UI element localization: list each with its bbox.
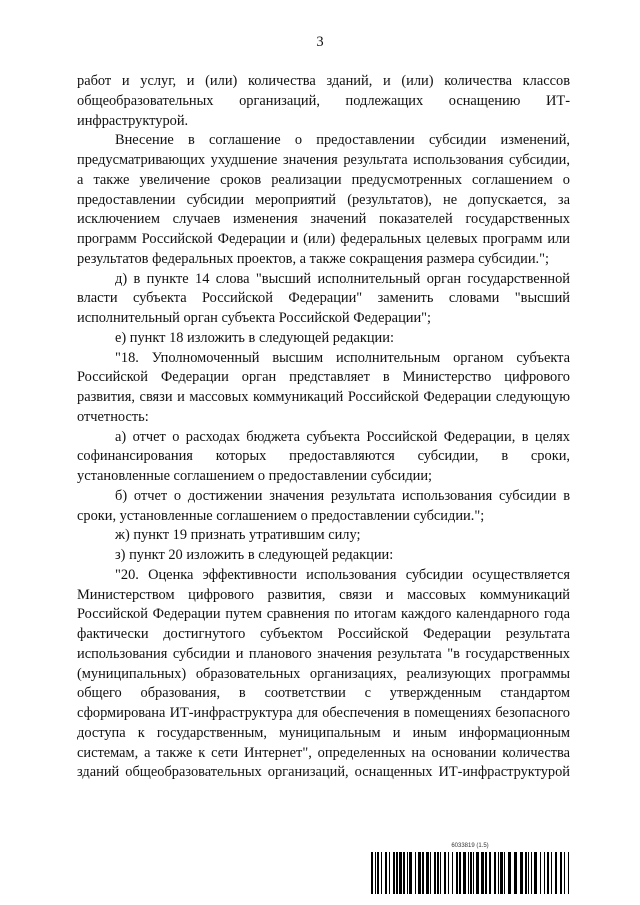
paragraph: работ и услуг, и (или) количества зданий, и (или) количества классов общеобразовательных организаций, подлежащих оснащению ИТ-инфраструктурой.	[77, 73, 570, 129]
paragraph: е) пункт 18 изложить в следующей редакции:	[115, 329, 394, 346]
paragraph: "20. Оценка эффективности использования субсидии осуществляется Министерством цифрового развития, связи и массовых коммуникаций Российской Федерации путем сравнения по итогам каждого календарного года фактически достигнутого субъектом Российской Федерации результата использования субсидии и планового значения результата "в государственных (муниципальных) образовательных организациях, реализующих программы общего образования, в соответствии с утвержденным стандартом сформирована ИТ-инфраструктура для обеспечения в помещениях безопасного доступа к государственным, муниципальным и иным информационным системам, а также к сети Интернет", определенных на основании количества зданий общеобразовательных организаций, оснащенных ИТ-инфраструктурой	[77, 566, 570, 781]
page-number: 3	[316, 34, 324, 50]
document-body	[77, 72, 570, 783]
paragraph: ж) пункт 19 признать утратившим силу;	[115, 527, 361, 544]
barcode-caption: 6033819 (1.5)	[451, 843, 489, 849]
paragraph: а) отчет о расходах бюджета субъекта Российской Федерации, в целях софинансирования которых предоставляются субсидии, в сроки, установленные соглашением о предоставлении субсидии;	[77, 428, 570, 484]
paragraph: Внесение в соглашение о предоставлении субсидии изменений, предусматривающих ухудшение значения результата использования субсидии, а также увеличение сроков реализации предусмотренных соглашением о предоставлении субсидии мероприятий (результатов), не допускается, за исключением случаев изменения значений показателей государственных программ Российской Федерации и (или) федеральных целевых программ или результатов федеральных проектов, а также сокращения размера субсидии.";	[77, 132, 570, 267]
barcode-icon	[371, 852, 569, 894]
paragraph: з) пункт 20 изложить в следующей редакции:	[115, 547, 394, 563]
paragraph: б) отчет о достижении значения результата использования субсидии в сроки, установленные соглашением о предоставлении субсидии.";	[77, 487, 570, 524]
barcode	[371, 843, 569, 895]
paragraph: д) в пункте 14 слова "высший исполнительный орган государственной власти субъекта Российской Федерации" заменить словами "высший исполнительный орган субъекта Российской Федерации";	[77, 270, 570, 326]
paragraph: "18. Уполномоченный высшим исполнительным органом субъекта Российской Федерации орган представляет в Министерство цифрового развития, связи и массовых коммуникаций Российской Федерации следующую отчетность:	[77, 349, 570, 425]
